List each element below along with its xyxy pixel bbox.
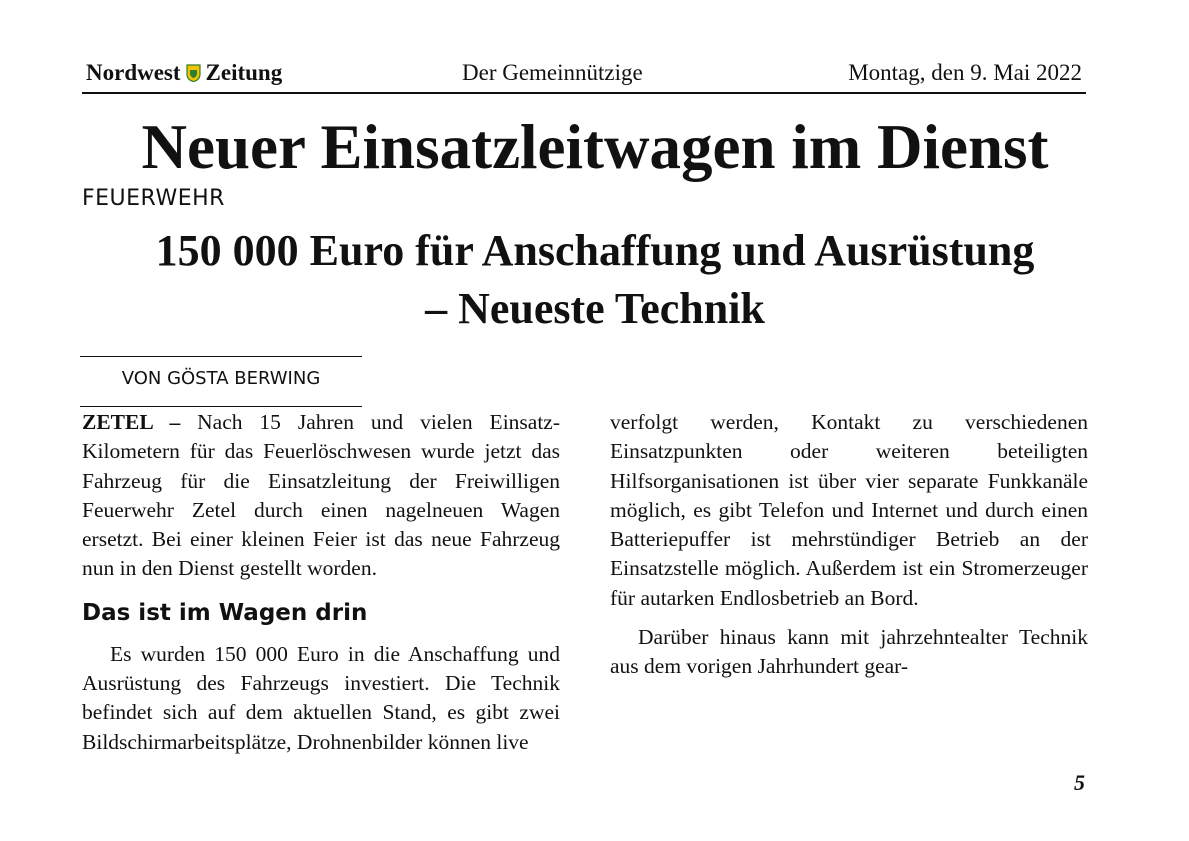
paper-name-part2: Zeitung: [205, 60, 283, 85]
newspaper-logo: [86, 60, 282, 86]
byline: VON GÖSTA BERWING: [121, 368, 321, 389]
byline-rule-top: [80, 356, 362, 357]
body-paragraph: Es wurden 150 000 Euro in die Anschaffung und Ausrüstung des Fahrzeugs investiert. Die Technik befindet sich auf dem aktuellen Stand, es gibt zwei Bildschirmarbeitsplätze, Drohnenbilder können live: [82, 641, 560, 754]
coat-of-arms-icon: [186, 64, 201, 82]
dateline: ZETEL –: [82, 410, 181, 434]
masthead: [82, 58, 1086, 94]
article-column-left: [82, 408, 560, 757]
body-paragraph-overflow: verfolgt werden, Kontakt zu verschiedenen Einsatzpunkten oder weiteren beteiligten Hilfsorganisationen ist über vier separate Funkkanäle möglich, es gibt Telefon und Internet und durch einen Batteriepuffer ist mehrstündiger Betrieb an der Einsatzstelle möglich. Außerdem ist ein Stromerzeuger für autarken Endlosbetrieb an Bord.: [610, 410, 1088, 610]
rubric: FEUERWEHR: [82, 186, 225, 211]
issue-date: Montag, den 9. Mai 2022: [848, 60, 1082, 85]
subheadline: 150 000 Euro für Anschaffung und Ausrüstung – Neueste Technik: [155, 226, 1035, 333]
body-paragraph-continued: Darüber hinaus kann mit jahrzehntealter Technik aus dem vorigen Jahrhundert gear-: [610, 625, 1088, 679]
headline: Neuer Einsatzleitwagen im Dienst: [141, 112, 1049, 182]
section-heading: Das ist im Wagen drin: [82, 599, 368, 626]
article-column-right: [610, 408, 1088, 682]
lead-text: Nach 15 Jahren und vielen Einsatz-Kilometern für das Feuerlöschwesen wurde jetzt das Fahrzeug für die Einsatzleitung der Freiwilligen Feuerwehr Zetel durch einen nagelneuen Wagen ersetzt. Bei einer kleinen Feier ist das neue Fahrzeug nun in den Dienst gestellt worden.: [82, 410, 560, 581]
page-number: 5: [1074, 770, 1085, 795]
section-title: Der Gemeinnützige: [462, 60, 643, 85]
byline-rule-bottom: [80, 406, 362, 407]
paper-name-part1: Nordwest: [86, 60, 181, 85]
lead-paragraph: [82, 408, 560, 584]
